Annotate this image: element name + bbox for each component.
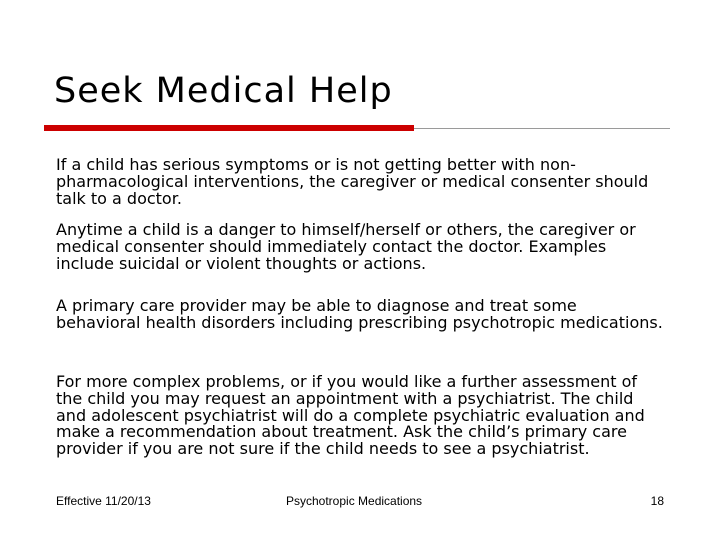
footer-effective-date: Effective 11/20/13	[56, 494, 151, 508]
paragraph-seek-doctor: If a child has serious symptoms or is not getting better with non-pharmacological interventions, the caregiver or medical consenter should talk to a doctor.	[56, 155, 649, 208]
paragraph-primary-care: A primary care provider may be able to diagnose and treat some behavioral health disorders including prescribing psychotropic medications.	[56, 296, 663, 332]
paragraph-psychiatrist: For more complex problems, or if you would like a further assessment of the child you may request an appointment with a psychiatrist. The child and adolescent psychiatrist will do a complete psychiatric evaluation and make a recommendation about treatment. Ask the child’s primary care provider if you are not sure if the child needs to see a psychiatrist.	[56, 372, 645, 459]
title-underline-accent	[44, 125, 414, 131]
slide-title: Seek Medical Help	[54, 71, 393, 111]
footer-topic: Psychotropic Medications	[286, 494, 423, 508]
footer-page-number: 18	[650, 494, 664, 508]
title-underline-divider	[414, 128, 670, 129]
paragraph-danger-contact: Anytime a child is a danger to himself/herself or others, the caregiver or medical consenter should immediately contact the doctor. Examples include suicidal or violent thoughts or actions.	[56, 220, 636, 273]
